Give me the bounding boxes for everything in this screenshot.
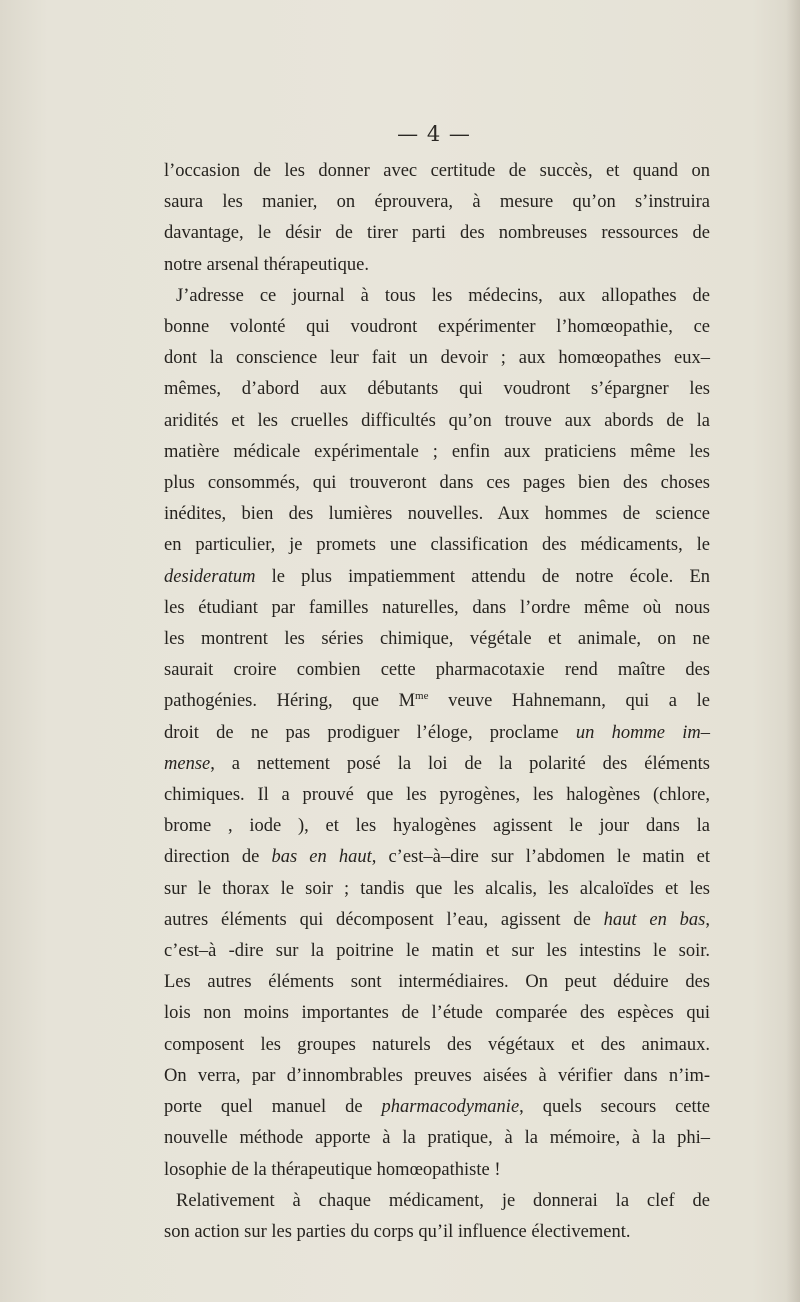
text-line: c’est–à -dire sur la poitrine le matin et sur les intestins le soir. [164,941,710,962]
text-line: matière médicale expérimentale ; enfin aux praticiens même les [164,441,710,462]
text-line: saurait croire combien cette pharmacotaxie rend maître des [164,660,710,681]
italic-term: mense [164,753,211,774]
text-line: notre arsenal thérapeutique. [164,254,369,275]
text-line: aridités et les cruelles difficultés qu’on trouve aux abords de la [164,410,710,431]
text-line: pathogénies. Héring, que $M^{me}$ veuve Hahnemann, qui a le [164,690,710,712]
text-line: droit de ne pas prodiguer l’éloge, proclame un homme im– [164,722,710,743]
text-line: losophie de la thérapeutique homœopathiste ! [164,1159,501,1180]
page-edge-shadow [786,0,800,1302]
text-line: les montrent les séries chimique, végétale et animale, on ne [164,629,710,650]
text-line: mêmes, d’abord aux débutants qui voudront s’épargner les [164,379,710,400]
text-line: saura les manier, on éprouvera, à mesure qu’on s’instruira [164,192,710,213]
text-line: Relativement à chaque médicament, je donnerai la clef de [176,1190,710,1211]
text-line: l’occasion de les donner avec certitude de succès, et quand on [164,161,710,181]
body-text [164,156,710,1248]
text-line: les étudiant par familles naturelles, dans l’ordre même où nous [164,597,710,618]
text-line: en particulier, je promets une classification des médicaments, le [164,535,710,556]
superscript: me [415,690,429,703]
text-line: chimiques. Il a prouvé que les pyrogènes, les halogènes (chlore, [164,785,710,806]
text-line: composent les groupes naturels des végétaux et des animaux. [164,1034,710,1055]
text-line: mense, a nettement posé la loi de la polarité des éléments [164,753,710,774]
text-line: inédites, bien des lumières nouvelles. Aux hommes de science [164,504,710,525]
italic-term: haut en bas [603,909,706,930]
text-line: dont la conscience leur fait un devoir ; aux homœopathes eux– [164,348,710,369]
text-line: son action sur les parties du corps qu’il influence électivement. [164,1221,631,1242]
text-line: nouvelle méthode apporte à la pratique, à la mémoire, à la phi– [164,1128,710,1149]
text-line: direction de bas en haut, c’est–à–dire sur l’abdomen le matin et [164,847,710,868]
text-line: bonne volonté qui voudront expérimenter l’homœopathie, ce [164,317,710,338]
text-line: porte quel manuel de pharmacodymanie, quels secours cette [164,1097,711,1118]
text-line: davantage, le désir de tirer parti des nombreuses ressources de [164,223,710,244]
text-line: On verra, par d’innombrables preuves aisées à vérifier dans n’im- [164,1065,710,1086]
italic-term: pharmacodymanie [381,1097,520,1118]
text-line: sur le thorax le soir ; tandis que les alcalis, les alcaloïdes et les [164,878,710,899]
text-line: lois non moins importantes de l’étude comparée des espèces qui [164,1003,710,1024]
text-line: autres éléments qui décomposent l’eau, agissent de haut en bas, [164,909,710,930]
text-line: plus consommés, qui trouveront dans ces pages bien des choses [164,473,710,494]
italic-term: bas en haut [271,847,372,868]
text-line: desideratum le plus impatiemment attendu de notre école. En [164,566,710,587]
text-line: J’adresse ce journal à tous les médecins, aux allopathes de [176,285,710,306]
italic-term: desideratum [164,566,256,587]
text-line: brome , iode ), et les hyalogènes agissent le jour dans la [164,816,710,837]
page-number: — 4 — [397,122,471,146]
text-line: Les autres éléments sont intermédiaires. On peut déduire des [164,972,710,993]
italic-term: un homme im– [575,722,710,743]
